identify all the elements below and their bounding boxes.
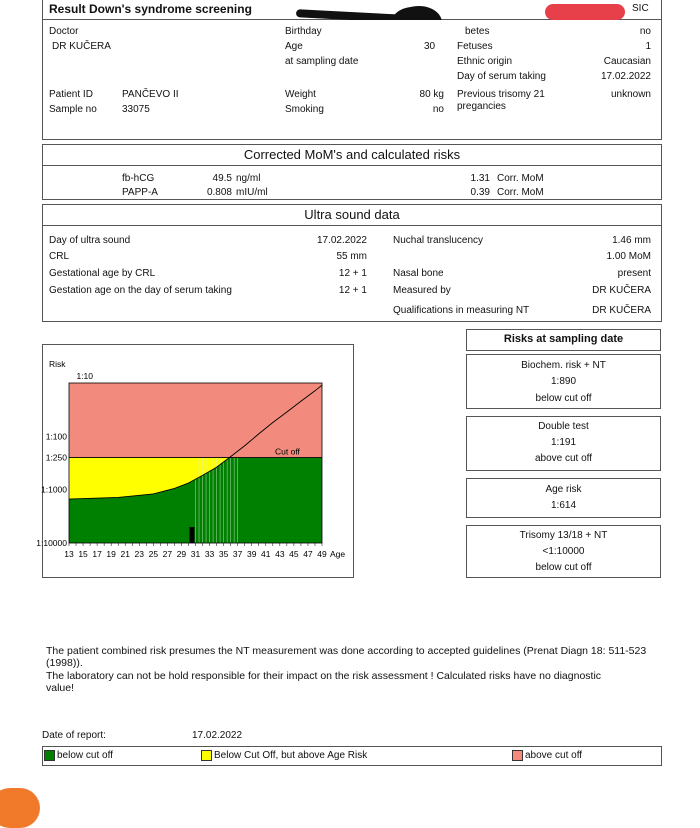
- report-date-value: 17.02.2022: [192, 730, 243, 741]
- us-qual-value: DR KUČERA: [592, 305, 651, 316]
- diabetes-label: betes: [465, 26, 490, 37]
- y-tick-label: 1:10000: [36, 538, 67, 548]
- patient-id-label: Patient ID: [49, 89, 93, 100]
- legend-label: Below Cut Off, but above Age Risk: [214, 750, 368, 761]
- diabetes-value: no: [639, 26, 651, 37]
- doctor-label: Doctor: [49, 26, 79, 37]
- us-ga-serum-label: Gestation age on the day of serum taking: [49, 285, 232, 296]
- legend-label: below cut off: [57, 750, 113, 761]
- mom-row-value: 49.5: [212, 173, 232, 184]
- us-qual-label: Qualifications in measuring NT: [393, 305, 530, 316]
- risk-box-label: Biochem. risk + NT: [521, 360, 606, 371]
- x-tick-label: 39: [246, 549, 257, 559]
- corner-badge: [0, 788, 40, 828]
- fetuses-label: Fetuses: [457, 41, 493, 52]
- mom-row-name: fb-hCG: [122, 173, 155, 184]
- risks-title: Risks at sampling date: [503, 333, 624, 345]
- us-nt-value: 1.46 mm: [612, 235, 651, 246]
- y-tick-label: 1:10: [76, 371, 93, 381]
- redaction-scribble-topright: [545, 4, 625, 20]
- x-tick-label: 13: [64, 549, 74, 559]
- us-ga-crl-value: 12 + 1: [338, 268, 367, 279]
- x-tick-label: 31: [190, 549, 201, 559]
- smoking-value: no: [432, 104, 444, 115]
- mom-row-unit: mIU/ml: [236, 187, 268, 198]
- us-day-value: 17.02.2022: [316, 235, 367, 246]
- disclaimer-line2: The laboratory can not be hold responsible for their impact on the risk assessment ! Calculated risks have no diagnostic value!: [46, 670, 602, 694]
- y-tick-label: 1:100: [45, 431, 67, 442]
- risk-box-label: Trisomy 13/18 + NT: [519, 530, 608, 541]
- cutoff-label: Cut off: [275, 446, 300, 457]
- disclaimer-line1: The patient combined risk presumes the NT measurement was done according to accepted guidelines (Prenat Diagn 18: 511-523 (1998)).: [46, 645, 647, 669]
- sample-no-value: 33075: [122, 104, 150, 115]
- smoking-label: Smoking: [285, 104, 324, 115]
- us-crl-label: CRL: [49, 251, 70, 262]
- x-tick-label: 25: [148, 549, 159, 559]
- y-tick-label: 1:250: [45, 452, 67, 463]
- ultrasound-title: Ultra sound data: [304, 207, 400, 222]
- risk-box-value: 1:614: [550, 500, 577, 511]
- x-tick-label: 37: [232, 549, 243, 559]
- prev-trisomy-label2: pregancies: [457, 101, 506, 112]
- risk-box-label: Double test: [538, 421, 589, 432]
- mom-row-mom: 0.39: [470, 187, 490, 198]
- x-tick-label: 23: [134, 549, 145, 559]
- us-ga-crl-label: Gestational age by CRL: [49, 268, 156, 279]
- legend-label: above cut off: [525, 750, 583, 761]
- birthday-label: Birthday: [285, 26, 322, 37]
- x-tick-label: 43: [275, 549, 285, 559]
- serum-day-label: Day of serum taking: [457, 71, 546, 82]
- weight-label: Weight: [285, 89, 316, 100]
- risk-box-status: below cut off: [535, 393, 592, 404]
- x-axis-label: Age: [330, 549, 346, 559]
- x-tick-label: 17: [92, 549, 102, 559]
- x-tick-label: 19: [106, 549, 116, 559]
- y-axis-label: Risk: [49, 359, 66, 369]
- x-tick-label: 47: [303, 549, 313, 559]
- legend-swatch-yellow: [201, 750, 212, 761]
- risk-box-label: Age risk: [545, 484, 582, 495]
- age-value: 30: [424, 41, 436, 52]
- x-tick-label: 45: [289, 549, 299, 559]
- x-tick-label: 21: [120, 549, 130, 559]
- prev-trisomy-value: unknown: [610, 89, 651, 100]
- header-right-fragment: SIC: [632, 3, 649, 14]
- us-nt-label: Nuchal translucency: [393, 235, 484, 246]
- us-nasal-value: present: [617, 268, 651, 279]
- report-title: Result Down's syndrome screening: [49, 2, 252, 16]
- patient-id-value: PANČEVO II: [122, 89, 179, 100]
- sample-no-label: Sample no: [49, 104, 97, 115]
- report-date-label: Date of report:: [42, 730, 106, 741]
- us-day-label: Day of ultra sound: [49, 235, 131, 246]
- us-crl-value: 55 mm: [336, 251, 367, 262]
- x-tick-label: 33: [204, 549, 215, 559]
- mom-row-mom-label: Corr. MoM: [497, 187, 544, 198]
- risk-chart-box: [36, 344, 354, 578]
- mom-row-name: PAPP-A: [122, 187, 158, 198]
- x-tick-label: 29: [176, 549, 187, 559]
- x-tick-label: 35: [218, 549, 229, 559]
- x-tick-label: 27: [162, 549, 173, 559]
- x-tick-label: 15: [78, 549, 88, 559]
- patient-marker-bar: [189, 527, 194, 543]
- mom-row-unit: ng/ml: [236, 173, 261, 184]
- risk-box-value: 1:890: [550, 376, 577, 387]
- age-sub-label: at sampling date: [285, 56, 359, 67]
- y-tick-label: 1:1000: [41, 484, 67, 495]
- mom-row-mom: 1.31: [470, 173, 490, 184]
- weight-value: 80 kg: [419, 89, 444, 100]
- doctor-value: DR KUČERA: [52, 41, 111, 52]
- x-tick-label: 49: [317, 549, 327, 559]
- serum-day-value: 17.02.2022: [600, 71, 651, 82]
- ethnic-value: Caucasian: [603, 56, 651, 67]
- fetuses-value: 1: [645, 41, 651, 52]
- us-nt-mom-value: 1.00 MoM: [606, 251, 651, 262]
- us-measured-label: Measured by: [393, 285, 451, 296]
- risk-chart: [36, 345, 353, 577]
- x-tick-label: 41: [261, 549, 271, 559]
- mom-row-value: 0.808: [206, 187, 232, 198]
- mom-title: Corrected MoM's and calculated risks: [243, 147, 461, 162]
- us-ga-serum-value: 12 + 1: [338, 285, 367, 296]
- patient-info-box: [42, 20, 662, 140]
- age-label: Age: [285, 41, 303, 52]
- ethnic-label: Ethnic origin: [457, 56, 513, 67]
- mom-row-mom-label: Corr. MoM: [497, 173, 544, 184]
- us-nasal-label: Nasal bone: [393, 268, 444, 279]
- us-measured-value: DR KUČERA: [592, 285, 651, 296]
- prev-trisomy-label: Previous trisomy 21: [457, 89, 545, 100]
- risk-box-value: 1:191: [550, 437, 577, 448]
- risk-box-value: <1:10000: [542, 546, 585, 557]
- legend-swatch-red: [512, 750, 523, 761]
- risk-box-status: above cut off: [534, 453, 593, 464]
- risk-box-status: below cut off: [535, 562, 592, 573]
- legend-swatch-green: [44, 750, 55, 761]
